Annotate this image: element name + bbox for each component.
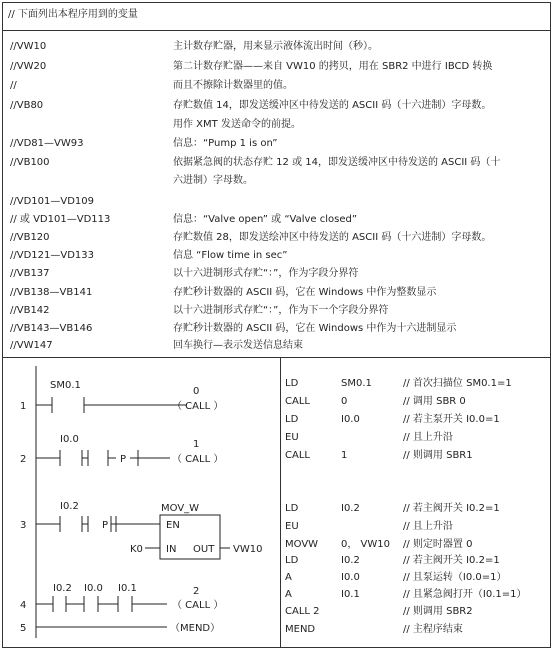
stl-comment: // 若主阀开关 I0.2=1	[403, 555, 500, 566]
box-output-value: VW10	[233, 544, 263, 555]
stl-comment: // 且上升沿	[403, 432, 453, 443]
stl-arg: I0.0	[341, 414, 360, 425]
var-desc: 回车换行—表示发送信息结束	[173, 340, 303, 351]
var-desc: 依据紧急阀的状态存贮 12 或 14，即发送缓冲区中待发送的 ASCII 码（十	[173, 157, 501, 168]
positive-transition: P	[120, 454, 127, 465]
call-number: 1	[193, 439, 200, 450]
var-desc: 信息：“Pump 1 is on”	[173, 138, 278, 149]
stl-arg: 1	[341, 450, 348, 461]
rung-2	[36, 434, 223, 466]
var-desc: 六进制）字母数。	[173, 175, 253, 186]
stl-comment: // 调用 SBR 0	[403, 396, 466, 407]
stl-op: CALL	[285, 396, 310, 407]
box-input-value: K0	[130, 544, 143, 555]
var-name: //VB138—VB141	[10, 287, 93, 298]
var-desc: 存贮数值 28，即发送绘冲区中待发送的 ASCII 码（十六进制）字母数。	[173, 232, 492, 243]
stl-comment: // 则调用 SBR2	[403, 606, 473, 617]
var-desc: 存贮秒计数器的 ASCII 码，它在 Windows 中作为整数显示	[173, 287, 437, 298]
stl-arg: I0.2	[341, 555, 360, 566]
rung-1	[36, 380, 223, 413]
box-pin-in: IN	[166, 544, 177, 555]
stl-arg: I0.2	[341, 503, 360, 514]
rung-number: 4	[20, 600, 27, 611]
var-name: //VB80	[10, 100, 44, 111]
stl-comment: // 则调用 SBR1	[403, 450, 473, 461]
contact-label: SM0.1	[50, 380, 81, 391]
stl-op: CALL	[285, 450, 310, 461]
rung-number: 1	[20, 401, 27, 412]
var-name: //VD121—VD133	[10, 250, 94, 261]
stl-op: LD	[285, 414, 299, 425]
var-desc: 第二计数存贮器——来自 VW10 的拷贝，用在 SBR2 中进行 IBCD 转换	[173, 61, 493, 72]
stl-comment: // 且紧急阀打开（I0.1=1）	[403, 589, 527, 600]
var-name: //VB137	[10, 268, 50, 279]
rung-4	[36, 583, 223, 612]
contact-label: I0.2	[53, 583, 72, 594]
positive-transition: P	[102, 520, 109, 531]
var-name: //VB143—VB146	[10, 323, 93, 334]
stl-arg: SM0.1	[341, 378, 372, 389]
mend-coil: （MEND）	[170, 623, 221, 634]
stl-comment: // 且泵运转（I0.0=1）	[403, 572, 507, 583]
var-name: //VD81—VW93	[10, 138, 84, 149]
var-name: //VW20	[10, 61, 47, 72]
column-divider	[280, 357, 281, 648]
stl-op: EU	[285, 432, 299, 443]
var-name: //	[10, 80, 17, 91]
stl-op: LD	[285, 503, 299, 514]
ladder-diagram	[2, 358, 280, 648]
var-name: //VW10	[10, 41, 47, 52]
stl-op: MOVW	[285, 539, 319, 550]
stl-op: CALL 2	[285, 606, 320, 617]
rung-number: 3	[20, 520, 27, 531]
contact-label: I0.0	[84, 583, 103, 594]
stl-arg: I0.0	[341, 572, 360, 583]
stl-arg: 0	[341, 396, 348, 407]
var-desc: 而且不擦除计数器里的值。	[173, 80, 293, 91]
var-desc: 以十六进制形式存贮“：”，作为下一个字段分界符	[173, 305, 389, 316]
call-number: 0	[193, 386, 200, 397]
rung-number: 2	[20, 454, 27, 465]
stl-comment: // 则定时器置 0	[403, 539, 473, 550]
stl-comment: // 首次扫描位 SM0.1=1	[403, 378, 512, 389]
stl-arg: 0， VW10	[341, 539, 390, 550]
box-pin-en: EN	[166, 520, 180, 531]
var-name: //VD101—VD109	[10, 196, 94, 207]
rung-5	[36, 622, 220, 634]
header-divider	[2, 30, 551, 31]
var-desc: 信息 “Flow time in sec”	[173, 250, 288, 261]
var-desc: 用作 XMT 发送命令的前提。	[173, 119, 301, 130]
var-desc: 存贮数值 14，即发送缓冲区中待发送的 ASCII 码（十六进制）字母数。	[173, 100, 492, 111]
stl-op: A	[285, 572, 292, 583]
stl-comment: // 且上升沿	[403, 521, 453, 532]
rung-number: 5	[20, 623, 27, 634]
stl-arg: I0.1	[341, 589, 360, 600]
stl-op: MEND	[285, 624, 316, 635]
contact-label: I0.1	[118, 583, 137, 594]
contact-label: I0.2	[60, 501, 79, 512]
var-name: //VB100	[10, 157, 50, 168]
stl-op: A	[285, 589, 292, 600]
var-desc: 存贮秒计数器的 ASCII 码，它在 Windows 中作为十六进制显示	[173, 323, 457, 334]
var-desc: 以十六进制形式存贮“：”，作为字段分界符	[173, 268, 359, 279]
stl-op: LD	[285, 555, 299, 566]
stl-comment: // 主程序结束	[403, 624, 463, 635]
stl-op: EU	[285, 521, 299, 532]
var-desc: 主计数存贮器，用来显示液体流出时间（秒）。	[173, 41, 378, 52]
call-coil: （ CALL ）	[172, 454, 224, 465]
box-pin-out: OUT	[193, 544, 215, 555]
variables-header: // 下面列出本程序用到的变量	[8, 9, 138, 20]
var-name: // 或 VD101—VD113	[10, 214, 111, 225]
stl-comment: // 若主阀开关 I0.2=1	[403, 503, 500, 514]
stl-op: LD	[285, 378, 299, 389]
call-number: 2	[193, 586, 200, 597]
call-coil: （ CALL ）	[172, 401, 224, 412]
call-coil: （ CALL ）	[172, 600, 224, 611]
var-name: //VB120	[10, 232, 50, 243]
box-title: MOV_W	[161, 503, 200, 514]
rung-3	[36, 501, 262, 559]
var-desc: 信息：“Valve open” 或 “Valve closed”	[173, 214, 358, 225]
var-name: //VB142	[10, 305, 50, 316]
contact-label: I0.0	[60, 434, 79, 445]
var-name: //VW147	[10, 340, 53, 351]
stl-comment: // 若主泵开关 I0.0=1	[403, 414, 500, 425]
